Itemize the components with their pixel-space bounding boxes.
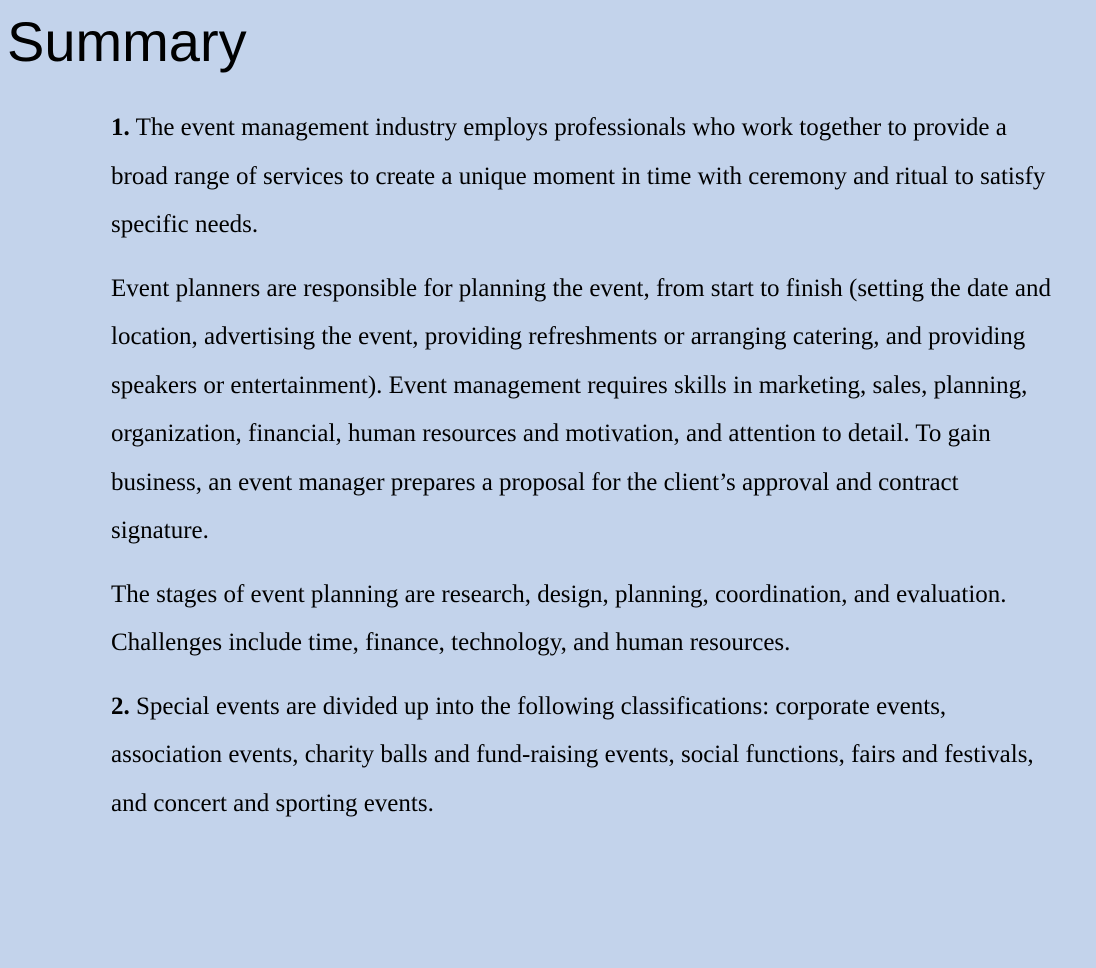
paragraph-text: Special events are divided up into the following classifications: corporate events, association events, charity balls and fund-raising events, social functions, fairs and festivals, and concert and sporting events. xyxy=(111,692,1034,817)
paragraph-number: 1. xyxy=(111,114,130,141)
summary-content xyxy=(111,104,1051,843)
paragraph-number: 2. xyxy=(111,692,130,720)
paragraph-text: The event management industry employs professionals who work together to provide a broad range of services to create a unique moment in time with ceremony and ritual to satisfy specific needs. xyxy=(111,114,1046,238)
page-title: Summary xyxy=(7,10,247,73)
summary-paragraph-3 xyxy=(111,571,1051,668)
paragraph-text: Event planners are responsible for planning the event, from start to finish (setting the date and location, advertising the event, providing refreshments or arranging catering, and providing speakers or entertainment). Event management requires skills in marketing, sales, planning, organization, financial, human resources and motivation, and attention to detail. To gain business, an event manager prepares a proposal for the client’s approval and contract signature. xyxy=(111,274,1052,544)
summary-paragraph-1 xyxy=(111,104,1051,250)
summary-paragraph-4 xyxy=(111,683,1051,829)
paragraph-text: The stages of event planning are research, design, planning, coordination, and evaluation. Challenges include time, finance, technology, and human resources. xyxy=(111,580,1007,656)
summary-paragraph-2 xyxy=(111,265,1051,556)
